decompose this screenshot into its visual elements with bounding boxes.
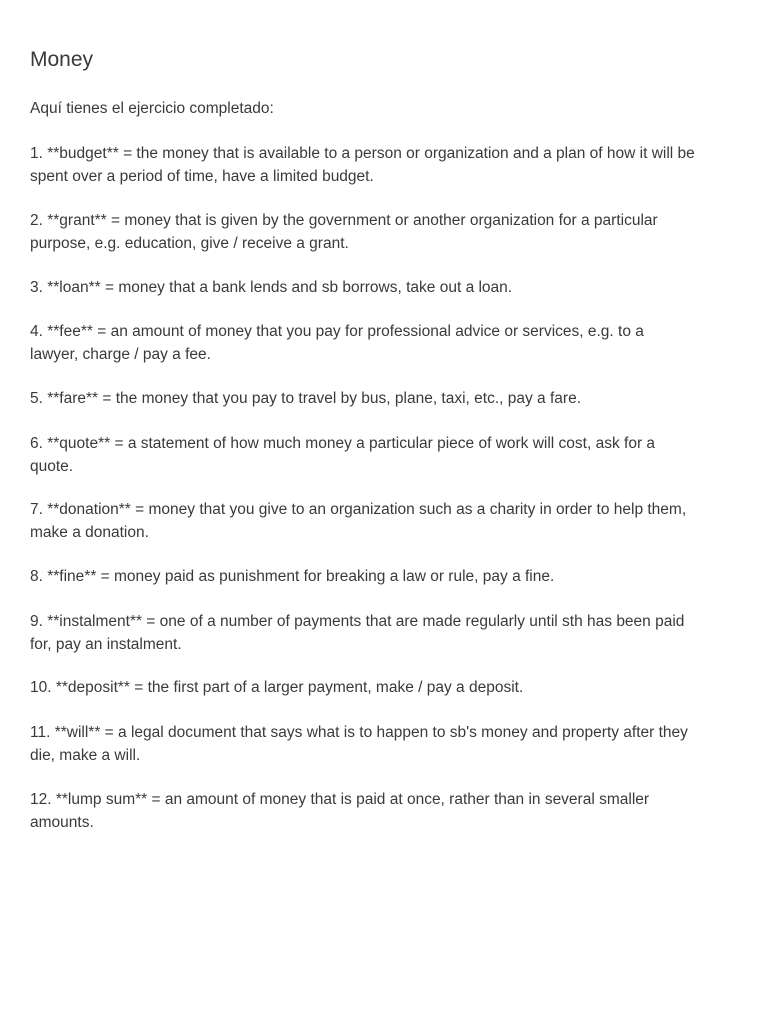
list-item xyxy=(30,433,742,478)
list-item xyxy=(30,210,742,255)
list-item xyxy=(30,499,742,544)
list-item-line: 9. **instalment** = one of a number of payments that are made regularly until sth has been paid xyxy=(30,613,685,630)
list-item xyxy=(30,321,742,366)
list-item xyxy=(30,388,742,411)
list-item-line: die, make a will. xyxy=(30,746,141,764)
list-item-line: lawyer, charge / pay a fee. xyxy=(30,345,211,363)
list-item-line: make a donation. xyxy=(30,523,149,541)
intro-text: Aquí tienes el ejercicio completado: xyxy=(30,100,274,117)
list-item xyxy=(30,611,742,656)
list-item xyxy=(30,722,742,767)
list-item-line: 3. **loan** = money that a bank lends and sb borrows, take out a loan. xyxy=(30,279,513,296)
list-item-line: 6. **quote** = a statement of how much money a particular piece of work will cost, ask for a xyxy=(30,435,656,452)
list-item-line: spent over a period of time, have a limited budget. xyxy=(30,167,374,185)
list-item xyxy=(30,566,742,589)
list-item-line: 11. **will** = a legal document that says what is to happen to sb's money and property after they xyxy=(30,724,688,741)
list-item-line: 5. **fare** = the money that you pay to travel by bus, plane, taxi, etc., pay a fare. xyxy=(30,390,581,407)
list-item-line: 12. **lump sum** = an amount of money that is paid at once, rather than in several smaller xyxy=(30,791,650,808)
list-item-line: for, pay an instalment. xyxy=(30,635,182,653)
list-item-line: amounts. xyxy=(30,813,94,831)
list-item-line: 4. **fee** = an amount of money that you pay for professional advice or services, e.g. to a xyxy=(30,323,644,340)
list-item-line: 7. **donation** = money that you give to an organization such as a charity in order to help them, xyxy=(30,501,687,518)
list-item-line: 1. **budget** = the money that is available to a person or organization and a plan of how it will be xyxy=(30,145,695,162)
list-item-line: 2. **grant** = money that is given by the government or another organization for a particular xyxy=(30,212,658,229)
list-item xyxy=(30,277,742,300)
list-item-line: quote. xyxy=(30,457,74,475)
page-title: Money xyxy=(30,48,94,71)
list-item-line: 8. **fine** = money paid as punishment for breaking a law or rule, pay a fine. xyxy=(30,568,555,585)
list-item xyxy=(30,143,742,188)
list-item-line: 10. **deposit** = the first part of a larger payment, make / pay a deposit. xyxy=(30,679,524,696)
list-item xyxy=(30,677,742,700)
list-item xyxy=(30,789,742,834)
list-item-line: purpose, e.g. education, give / receive a grant. xyxy=(30,234,349,252)
